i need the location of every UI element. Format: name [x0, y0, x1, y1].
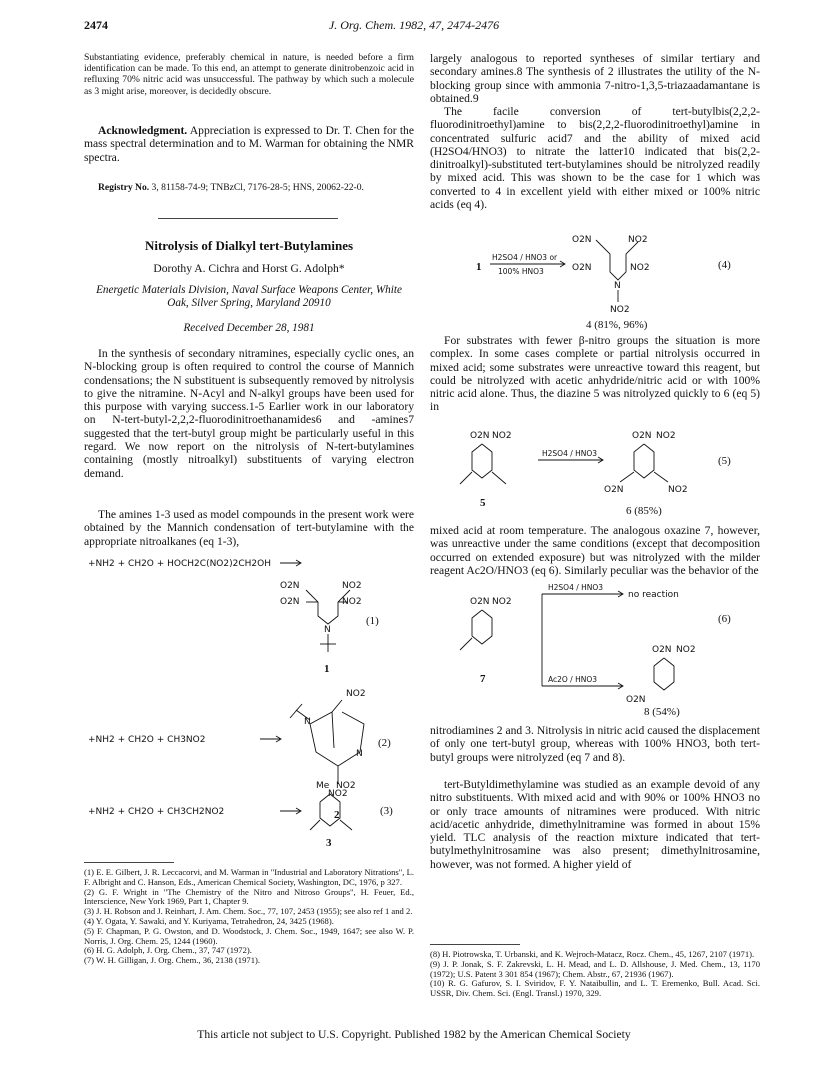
svg-text:O2N: O2N [604, 485, 624, 495]
registry-text: 3, 81158-74-9; TNBzCl, 7176-28-5; HNS, 20062-22-0. [149, 182, 364, 193]
label-no2: NO2 [328, 789, 348, 799]
eq4-reagent-top: H2SO4 / HNO3 or [492, 253, 558, 262]
reference-5: (5) F. Chapman, P. G. Owston, and D. Woodstock, J. Chem. Soc., 1949, 1647; see also W. P. Norris, J. Org. Chem. 25, 1244 (1960). [84, 925, 414, 946]
svg-text:O2N: O2N [470, 597, 490, 607]
eq4-yield: 4 (81%, 96%) [586, 319, 648, 331]
label-no2: NO2 [346, 689, 366, 699]
right-paragraph-2 [430, 105, 760, 211]
label-n: N [324, 625, 331, 635]
paragraph-text: tert-Butyldimethylamine was studied as an example devoid of any nitro substituents. With mixed acid and with 90% or 100% HNO3 no or only trace amounts of nitramines were produced. With nitric acid/acetic anhydride, dimethylnitramine was formed in about 15% yield. TLC analysis of the reaction mixture indicated that tert-butylmethylnitrosamine was also present; dimethylnitrosamine, however, was not formed. A higher yield of [430, 778, 760, 871]
svg-text:NO2: NO2 [676, 645, 696, 655]
acknowledgment [84, 124, 414, 164]
right-paragraph-1 [430, 52, 760, 105]
paragraph-text: mixed acid at room temperature. The analogous oxazine 7, however, was unreactive under the same conditions (except that decomposition occurred on extended exposure) but was nitrolyzed with the milder reagent Ac2O/HNO3 (eq 6). Similarly peculiar was the behavior of the [430, 524, 760, 577]
right-paragraph-6 [430, 778, 760, 871]
eq5-number: (5) [718, 455, 731, 467]
article-title: Nitrolysis of Dialkyl tert-Butylamines [144, 238, 354, 253]
label-no2: NO2 [342, 597, 362, 607]
structure-8 [626, 645, 696, 705]
svg-text:NO2: NO2 [610, 305, 630, 315]
label-o2n: O2N [280, 581, 300, 591]
equations-1-3 [84, 552, 414, 852]
svg-text:N: N [614, 281, 621, 291]
affiliation: Energetic Materials Division, Naval Surface Weapons Center, White Oak, Silver Spring, Maryland 20910 [96, 284, 402, 309]
reference-8: (8) H. Piotrowska, T. Urbanski, and K. Wejroch-Matacz, Rocz. Chem., 45, 1267, 2107 (1971). [430, 949, 755, 959]
eq6-reagent-top: H2SO4 / HNO3 [548, 583, 604, 592]
structure-3 [310, 781, 393, 849]
acknowledgment-text: Appreciation is expressed to Dr. T. Chen for the mass spectral determination and to M. Warman for obtaining the NMR spectra. [84, 124, 414, 164]
eq3-number: (3) [380, 805, 393, 817]
structure-7 [460, 597, 512, 685]
eq4-reagent-bottom: 100% HNO3 [498, 267, 544, 276]
footnote-divider [430, 944, 520, 945]
svg-text:O2N: O2N [626, 695, 646, 705]
reference-2: (2) G. F. Wright in "The Chemistry of the Nitro and Nitroso Groups", H. Feuer, Ed., Interscience, New York 1969, Part 1, Chapter 9. [84, 886, 414, 907]
paragraph-text: largely analogous to reported syntheses of similar tertiary and secondary amines.8 The synthesis of 2 illustrates the utility of the N-blocking group since with ammonia 7-nitro-1,3,5-triazaadamantane is obtained.9 [430, 52, 760, 105]
label-n: N [356, 749, 363, 759]
eq2-reactants: +NH2 + CH2O + CH3NO2 [88, 735, 206, 745]
structure-5 [460, 431, 512, 509]
svg-text:O2N: O2N [652, 645, 672, 655]
reference-10: (10) R. G. Gafurov, S. I. Sviridov, F. Y. Nataibullin, and L. T. Eremenko, Bull. Acad. Sci. USSR, Div. Chem. Sci. (Engl. Transl.) 1970, 329. [430, 978, 760, 999]
svg-text:NO2: NO2 [628, 235, 648, 245]
body-paragraph-1 [84, 347, 414, 480]
label-no2: NO2 [336, 781, 356, 791]
svg-text:NO2: NO2 [492, 431, 512, 441]
eq4-number: (4) [718, 259, 731, 271]
intro-paragraph: Substantiating evidence, preferably chemical in nature, is needed before a firm identification can be made. To this end, an attempt to generate dinitrobenzoic acid in refluxing 70% nitric acid was unsuccessful. The pathway by which such a molecule as 3 might arise, moreover, is decidedly obscure. [84, 52, 414, 97]
svg-text:NO2: NO2 [630, 263, 650, 273]
compound-7-label: 7 [480, 673, 486, 685]
page-number: 2474 [84, 18, 108, 32]
paragraph-text: In the synthesis of secondary nitramines, especially cyclic ones, an N-blocking group is often required to control the course of Mannich condensations; the N substituent is subsequently removed by nitrolysis to give the nitramine. N-Acyl and N-alkyl groups have been used for this purpose with varying success.1-5 Earlier work in our laboratory on N-tert-butyl-2,2,2-fluorodinitroethanamides6 and -amines7 suggested that the tert-butyl group might be particularly useful in this regard. We now report on the nitrolysis of N-tert-butylamines containing (mostly nitroalkyl) substituents of varying electron demand. [84, 347, 414, 480]
eq1-number: (1) [366, 615, 379, 627]
label-o2n: O2N [280, 597, 300, 607]
eq1-reactants: +NH2 + CH2O + HOCH2C(NO2)2CH2OH [88, 559, 271, 569]
copyright-footer: This article not subject to U.S. Copyright. Published 1982 by the American Chemical Society [197, 1028, 631, 1041]
svg-text:O2N: O2N [470, 431, 490, 441]
references-left [84, 868, 414, 966]
reference-7: (7) W. H. Gilligan, J. Org. Chem., 36, 2138 (1971). [84, 955, 261, 966]
received-date: Received December 28, 1981 [183, 322, 315, 334]
paragraph-text: For substrates with fewer β-nitro groups the situation is more complex. In some cases complete or partial nitrolysis occurred in mixed acid; some substrates were unreactive toward this reagent, but could be nitrolyzed with acetic anhydride/nitric acid or with 100% nitric acid alone. Thus, the diazine 5 was nitrolyzed quickly to 6 (eq 5) in [430, 334, 760, 414]
svg-text:NO2: NO2 [656, 431, 676, 441]
reference-9: (9) J. P. Jonak, S. F. Zakrevski, L. H. Mead, and L. D. Allshouse, J. Med. Chem., 13, 1170 (1972); U.S. Patent 3 301 854 (1967); Chem. Abstr., 67, 21936 (1967). [430, 958, 760, 979]
reference-6: (6) H. G. Adolph, J. Org. Chem., 37, 747 (1972). [84, 945, 252, 956]
paragraph-text: The amines 1-3 used as model compounds in the present work were obtained by the Mannich condensation of tert-butylamine with the appropriate nitroalkanes (eq 1-3), [84, 508, 414, 548]
eq5-yield: 6 (85%) [626, 505, 662, 517]
right-paragraph-5 [430, 724, 760, 764]
equation-6 [430, 582, 760, 706]
journal-citation: J. Org. Chem. 1982, 47, 2474-2476 [328, 18, 500, 32]
eq5-reagent: H2SO4 / HNO3 [542, 449, 598, 458]
compound-2-label: 2 [334, 809, 340, 821]
right-paragraph-3 [430, 334, 760, 414]
references-right [430, 950, 760, 999]
body-paragraph-2 [84, 508, 414, 548]
running-header [84, 18, 744, 36]
article-divider [158, 218, 338, 219]
authors: Dorothy A. Cichra and Horst G. Adolph* [153, 262, 345, 275]
svg-text:O2N: O2N [572, 263, 592, 273]
svg-text:NO2: NO2 [492, 597, 512, 607]
reference-3: (3) J. H. Robson and J. Reinhart, J. Am. Chem. Soc., 77, 107, 2453 (1955); see also ref 1 and 2. [84, 906, 413, 917]
equation-4 [430, 222, 760, 332]
structure-6 [604, 431, 688, 517]
registry-label: Registry No. [98, 182, 150, 193]
compound-3-label: 3 [326, 837, 332, 849]
eq6-reagent-bottom: Ac2O / HNO3 [548, 675, 598, 684]
reference-4: (4) Y. Ogata, Y. Sawaki, and Y. Kuriyama, Tetrahedron, 24, 3425 (1968). [84, 915, 334, 926]
paragraph-text: The facile conversion of tert-butylbis(2,2,2-fluorodinitroethyl)amine to bis(2,2,2-fluorodinitroethyl)amine in concentrated sulfuric acid7 and the ability of mixed acid (H2SO4/HNO3) to nitrate the latter10 indicated that bis(2,2-dinitroalkyl)-substituted tert-butylamines should be nitrolyzed readily by mixed acid. This was shown to be the case for 1 which was converted to 4 in excellent yield with either mixed or 100% nitric acids (eq 4). [430, 105, 760, 212]
eq3-reactants: +NH2 + CH2O + CH3CH2NO2 [88, 807, 225, 817]
registry-numbers [84, 182, 414, 193]
svg-text:O2N: O2N [572, 235, 592, 245]
right-paragraph-4 [430, 524, 760, 577]
eq6-number: (6) [718, 613, 731, 625]
structure-4 [572, 235, 650, 315]
structure-2 [290, 689, 391, 821]
compound-1-label: 1 [324, 663, 330, 675]
label-no2: NO2 [342, 581, 362, 591]
equation-5 [430, 426, 760, 522]
eq2-number: (2) [378, 737, 391, 749]
label-me: Me [316, 781, 330, 791]
eq4-start: 1 [476, 261, 482, 273]
eq6-no-reaction: no reaction [628, 590, 679, 600]
svg-text:NO2: NO2 [668, 485, 688, 495]
reference-1: (1) E. E. Gilbert, J. R. Leccacorvi, and M. Warman in "Industrial and Laboratory Nitrations", L. F. Albright and C. Hanson, Eds., American Chemical Society, Washington, DC, 1976, p 327. [84, 867, 414, 887]
label-n: N [304, 717, 311, 727]
structure-1 [280, 581, 379, 675]
acknowledgment-label: Acknowledgment. [98, 124, 188, 137]
eq6-yield: 8 (54%) [644, 706, 680, 718]
footnote-divider [84, 862, 174, 863]
paragraph-text: nitrodiamines 2 and 3. Nitrolysis in nitric acid caused the displacement of only one tert-butyl group, whereas with 100% HNO3, both tert-butyl groups were nitrolyzed (eq 7 and 8). [430, 724, 760, 764]
compound-5-label: 5 [480, 497, 486, 509]
svg-text:O2N: O2N [632, 431, 652, 441]
